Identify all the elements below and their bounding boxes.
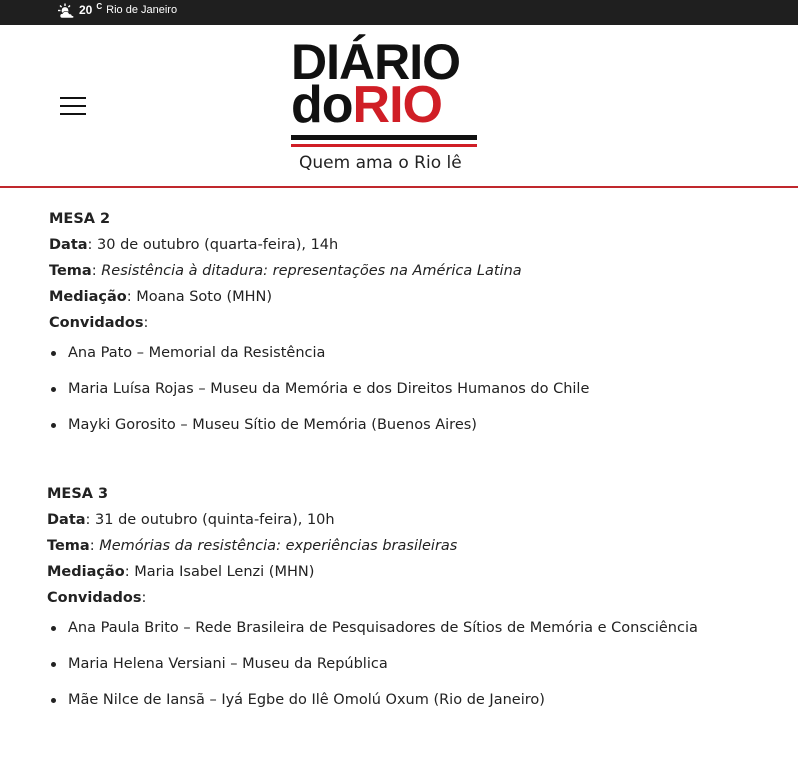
logo-red-bar [291, 144, 477, 147]
moderation-label: Mediação [49, 289, 127, 305]
sun-cloud-icon [58, 2, 76, 19]
list-item: Maria Helena Versiani – Museu da República [48, 651, 698, 677]
temperature-value: 20 [79, 3, 93, 17]
section-mesa-3 [47, 481, 697, 723]
date-line [47, 507, 697, 533]
site-logo[interactable] [291, 35, 481, 185]
list-item: Maria Luísa Rojas – Museu da Memória e dos Direitos Humanos do Chile [48, 376, 589, 402]
temperature-unit: C [96, 2, 103, 11]
hamburger-menu-icon[interactable] [60, 97, 86, 115]
logo-rio-text: RIO [352, 76, 442, 134]
menu-line [60, 105, 86, 107]
guests-heading [49, 310, 590, 336]
date-line [49, 232, 590, 258]
date-label: Data [49, 237, 88, 253]
theme-value: Memórias da resistência: experiências brasileiras [99, 538, 458, 554]
logo-tagline: Quem ama o Rio lê [299, 153, 462, 173]
list-item: Ana Paula Brito – Rede Brasileira de Pesquisadores de Sítios de Memória e Consciência [48, 615, 698, 641]
guest-list [47, 615, 697, 713]
list-item: Ana Pato – Memorial da Resistência [48, 340, 589, 366]
date-label: Data [47, 512, 86, 528]
logo-black-bar [291, 135, 477, 140]
guests-label: Convidados [49, 315, 144, 331]
list-item: Mãe Nilce de Iansã – Iyá Egbe do Ilê Omolú Oxum (Rio de Janeiro) [48, 687, 698, 713]
theme-line [47, 533, 697, 559]
weather-widget[interactable] [58, 2, 177, 19]
section-title: MESA 3 [47, 486, 109, 502]
date-value: : 30 de outubro (quarta-feira), 14h [87, 237, 339, 253]
theme-value: Resistência à ditadura: representações na América Latina [101, 263, 522, 279]
theme-separator: : [91, 263, 102, 279]
top-bar [0, 0, 798, 25]
moderation-value: : Maria Isabel Lenzi (MHN) [124, 564, 315, 580]
menu-line [60, 113, 86, 115]
logo-do-text: do [291, 76, 353, 134]
guests-separator: : [143, 315, 149, 331]
date-value: : 31 de outubro (quinta-feira), 10h [85, 512, 335, 528]
theme-label: Tema [47, 538, 90, 554]
theme-separator: : [89, 538, 100, 554]
guests-heading [47, 585, 697, 611]
menu-line [60, 97, 86, 99]
logo-diario-text: DIÁRIO [291, 34, 460, 90]
moderation-line [47, 559, 697, 585]
guest-list [49, 340, 590, 438]
moderation-value: : Moana Soto (MHN) [126, 289, 273, 305]
guests-label: Convidados [47, 590, 142, 606]
theme-line [49, 258, 590, 284]
theme-label: Tema [49, 263, 92, 279]
header-divider [0, 186, 798, 188]
moderation-line [49, 284, 590, 310]
site-header [0, 25, 798, 187]
section-title: MESA 2 [49, 211, 111, 227]
section-mesa-2 [49, 206, 590, 448]
logo-dorio-text [291, 77, 442, 133]
moderation-label: Mediação [47, 564, 125, 580]
guests-separator: : [141, 590, 147, 606]
list-item: Mayki Gorosito – Museu Sítio de Memória (Buenos Aires) [48, 412, 589, 438]
city-name: Rio de Janeiro [106, 4, 178, 16]
